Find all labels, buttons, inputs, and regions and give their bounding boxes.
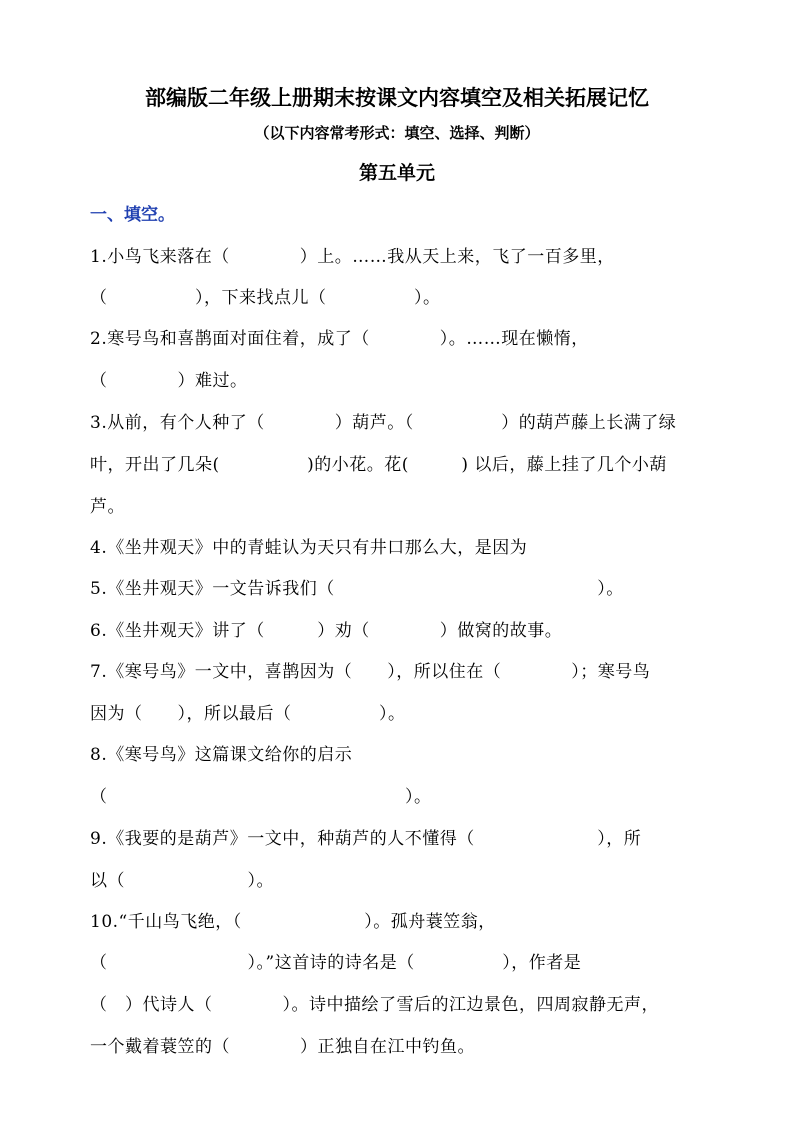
question-line: （ ）。 (90, 787, 432, 807)
question-line: 9.《我要的是葫芦》一文中，种葫芦的人不懂得（ ），所 (90, 829, 642, 849)
page-subtitle: （以下内容常考形式：填空、选择、判断） (254, 124, 540, 142)
question-line: （ ）难过。 (90, 371, 248, 391)
question-line: （ ）代诗人（ ）。诗中描绘了雪后的江边景色，四周寂静无声， (90, 995, 659, 1015)
question-line: 因为（ ），所以最后（ ）。 (90, 704, 406, 724)
question-line: 4.《坐井观天》中的青蛙认为天只有井口那么大，是因为 (90, 538, 528, 558)
question-line: 8.《寒号鸟》这篇课文给你的启示 (90, 745, 353, 765)
question-line: 2.寒号鸟和喜鹊面对面住着，成了（ ）。……现在懒惰， (90, 329, 589, 349)
question-line: 一个戴着蓑笠的（ ）正独自在江中钓鱼。 (90, 1037, 475, 1057)
question-line: 叶，开出了几朵( )的小花。花( ) 以后，藤上挂了几个小葫 (90, 455, 667, 475)
question-line: 3.从前，有个人种了（ ）葫芦。（ ）的葫芦藤上长满了绿 (90, 413, 677, 433)
question-line: 7.《寒号鸟》一文中，喜鹊因为（ ），所以住在（ ）；寒号鸟 (90, 662, 651, 682)
section-heading: 一、填空。 (90, 205, 175, 225)
question-line: 以（ ）。 (90, 871, 274, 891)
question-line: 1.小鸟飞来落在（ ）上。……我从天上来，飞了一百多里， (90, 247, 615, 267)
question-line: （ ），下来找点儿（ ）。 (90, 288, 441, 308)
question-line: （ ）。”这首诗的诗名是（ ），作者是 (90, 953, 582, 973)
question-line: 5.《坐井观天》一文告诉我们（ ）。 (90, 579, 624, 599)
question-line: 芦。 (90, 497, 125, 517)
question-line: 10.“千山鸟飞绝，（ ）。孤舟蓑笠翁， (90, 912, 496, 932)
unit-heading: 第五单元 (358, 162, 435, 184)
page-title: 部编版二年级上册期末按课文内容填空及相关拓展记忆 (145, 86, 649, 110)
question-line: 6.《坐井观天》讲了（ ）劝（ ）做窝的故事。 (90, 621, 563, 641)
